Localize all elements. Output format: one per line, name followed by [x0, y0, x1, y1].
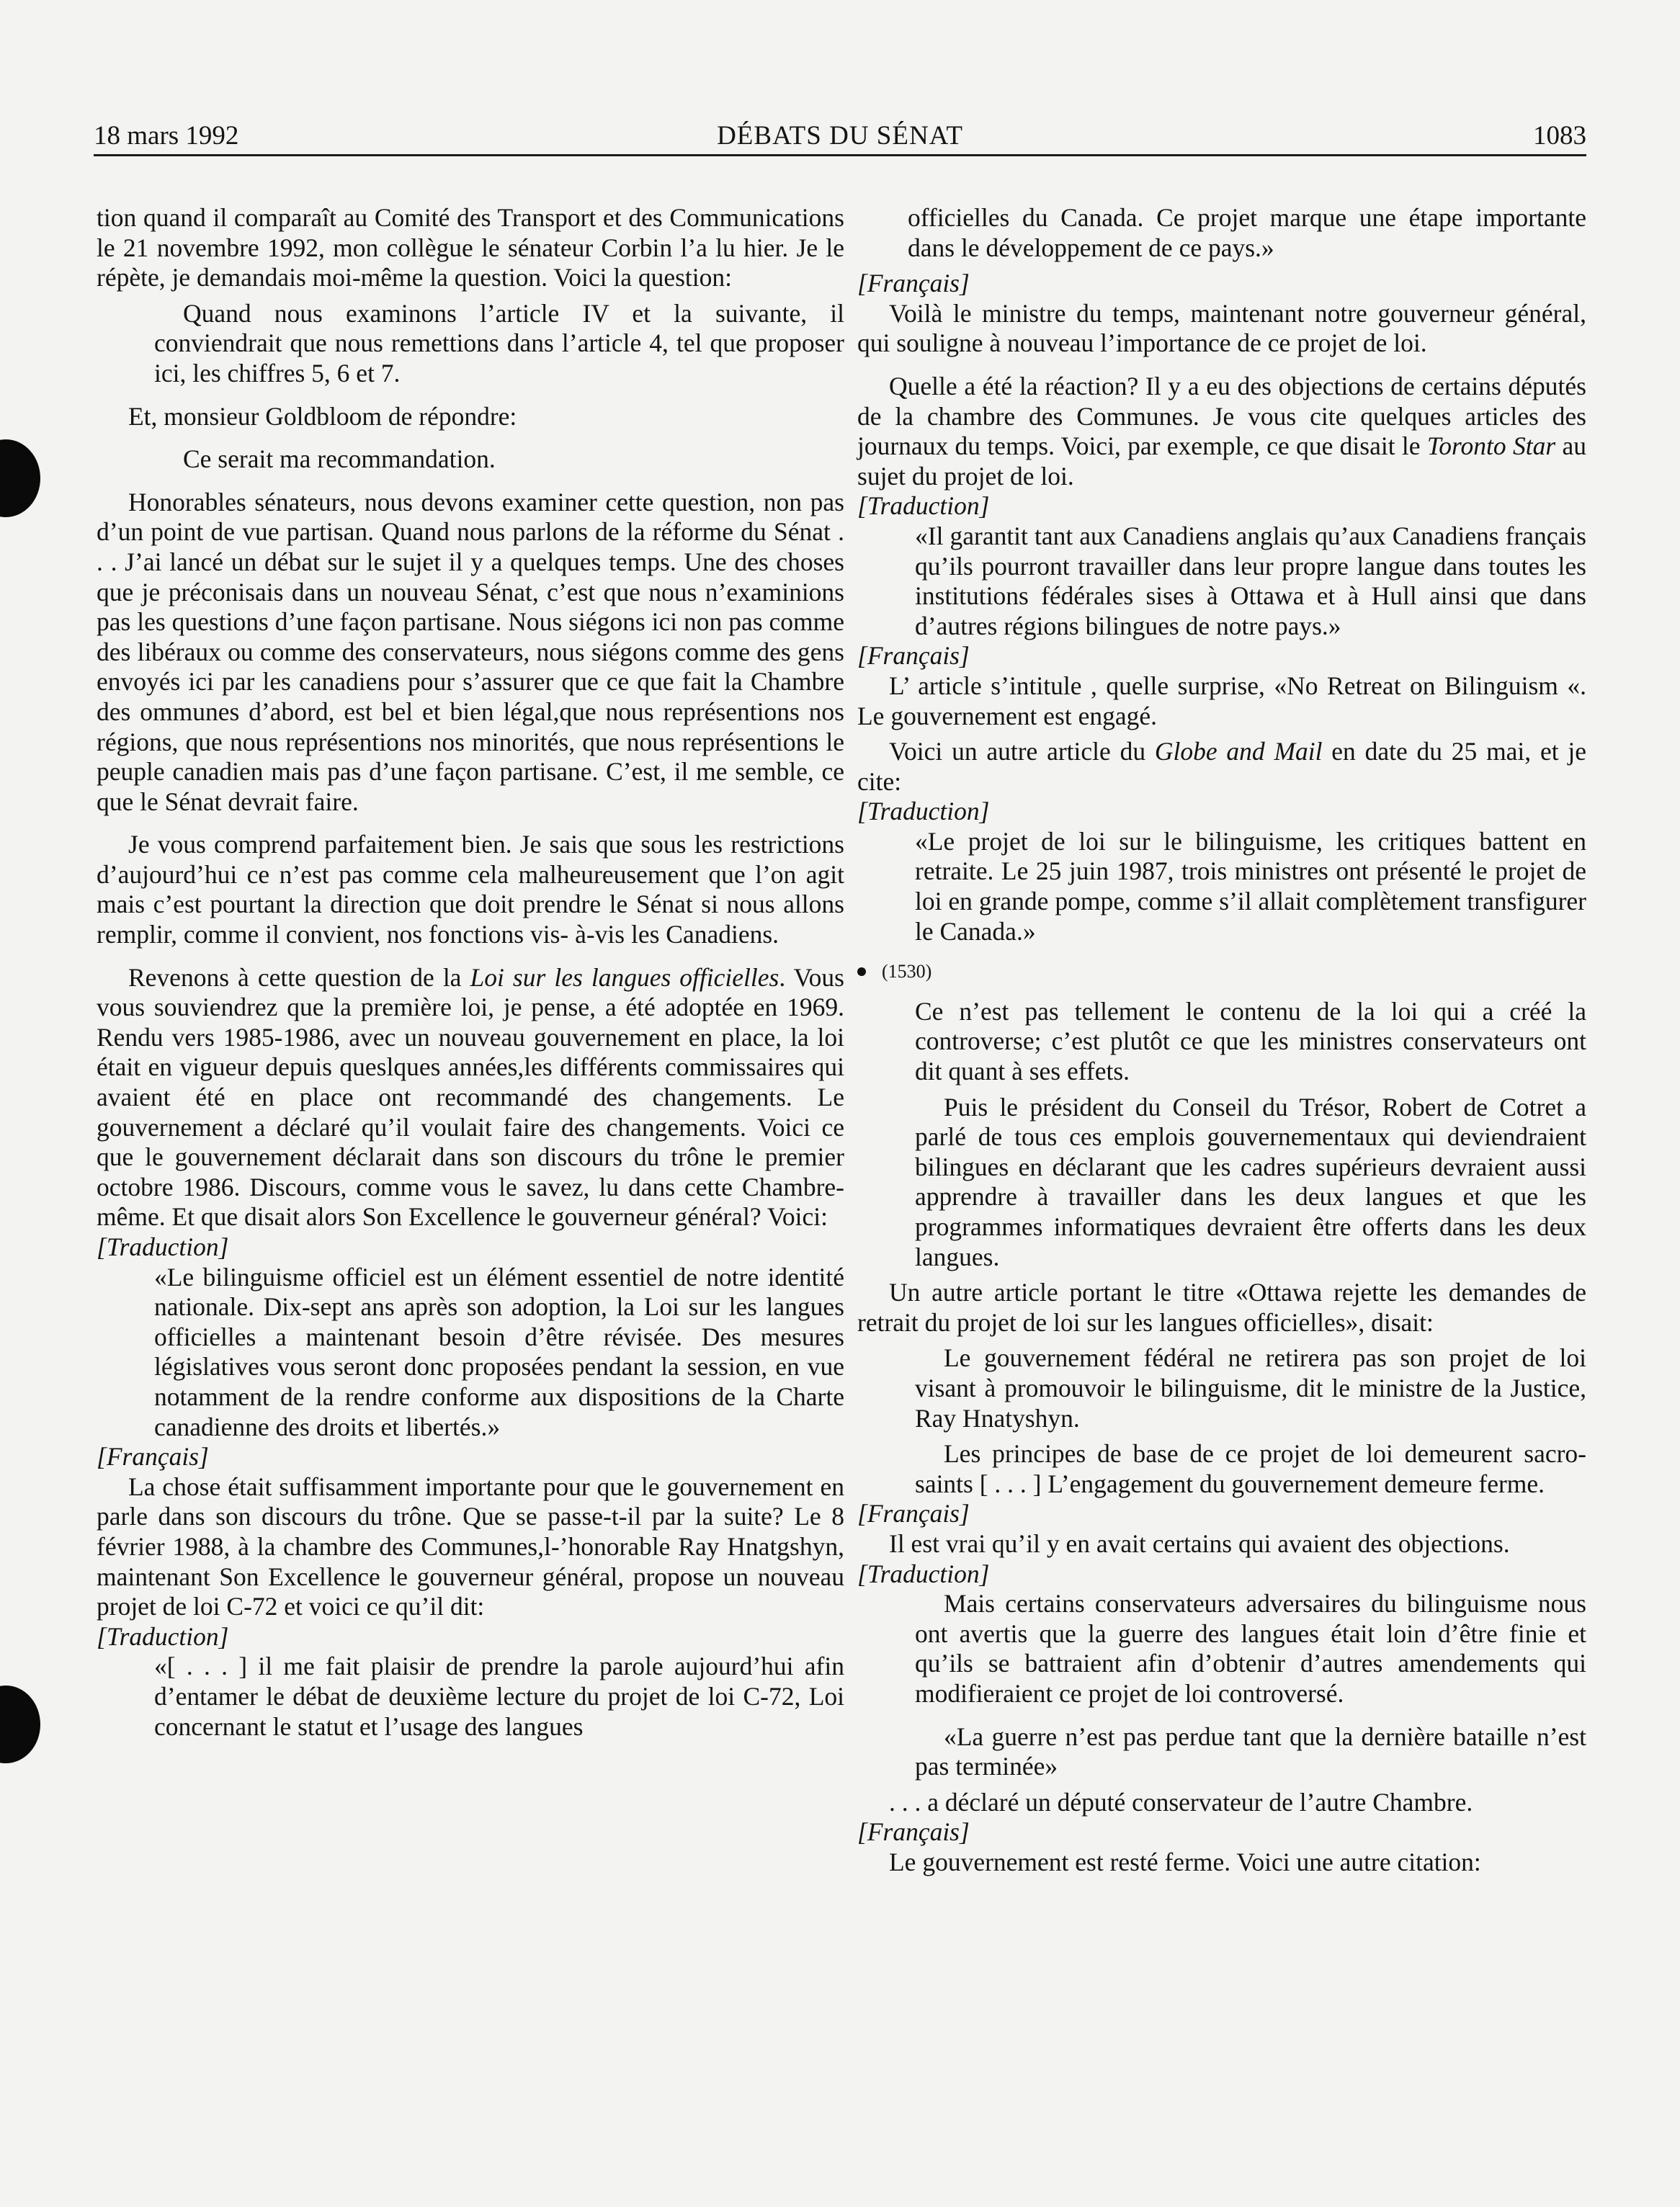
- right-column: [857, 203, 1586, 1877]
- quote: Quand nous examinons l’article IV et la suivante, il conviendrait que nous remettions dans l’article 4, tel que proposer ici, les chiffres 5, 6 et 7.: [154, 298, 844, 388]
- section-label: [Français]: [857, 641, 970, 671]
- page-header: [94, 114, 1586, 156]
- quote: officielles du Canada. Ce projet marque une étape importante dans le développement de ce pays.»: [908, 203, 1586, 262]
- paragraph: Voilà le ministre du temps, maintenant notre gouverneur général, qui souligne à nouveau l’importance de ce projet de loi.: [857, 298, 1586, 358]
- section-label: [Traduction]: [857, 797, 990, 826]
- text-run: . Vous vous souviendrez que la première loi, je pense, a été adoptée en 1969. Rendu vers 1985-1986, avec un nouveau gouvernement en place, la loi était en vigueur depuis queslques années,les différents commissaires qui avaient été en place ont recommandé des changements. Le gouvernement a déclaré qu’il voulait faire des changements. Voici ce que le gouvernement déclarait dans son discours du trône le premier octobre 1986. Discours, comme vous le savez, lu dans cette Chambre-même. Et que disait alors Son Excellence le gouverneur général? Voici:: [97, 962, 844, 1232]
- text-run: Voici un autre article du: [889, 737, 1155, 766]
- paragraph: La chose était suffisamment importante pour que le gouvernement en parle dans son discours du trône. Que se passe-t-il par la suite? Le 8 février 1988, à la chambre des Communes,l-’honorable Ray Hnatgshyn, maintenant Son Excellence le gouverneur général, propose un nouveau projet de loi C-72 et voici ce qu’il dit:: [97, 1472, 844, 1621]
- time-marker: [857, 957, 1586, 987]
- text-run: en date du 25 mai, et je cite:: [857, 737, 1586, 796]
- quote: «Il garantit tant aux Canadiens anglais qu’aux Canadiens français qu’ils pourront travailler dans leur propre langue dans toutes les institutions fédérales sises à Ottawa et à Hull ainsi que dans d’autres régions bilingues de notre pays.»: [915, 521, 1586, 640]
- quote: Ce serait ma recommandation.: [183, 444, 496, 474]
- paragraph: . . . a déclaré un député conservateur de l’autre Chambre.: [889, 1787, 1473, 1817]
- quote: «[ . . . ] il me fait plaisir de prendre la parole aujourd’hui afin d’entamer le débat de deuxième lecture du projet de loi C-72, Loi concernant le statut et l’usage des langues: [154, 1652, 844, 1741]
- newspaper-title: Toronto Star: [1426, 431, 1556, 461]
- paragraph: Le gouvernement est resté ferme. Voici une autre citation:: [889, 1847, 1481, 1876]
- paragraph: Il est vrai qu’il y en avait certains qui avaient des objections.: [889, 1528, 1510, 1558]
- section-label: [Français]: [857, 269, 970, 298]
- section-label: [Traduction]: [97, 1232, 229, 1261]
- bullet-icon: [857, 967, 866, 976]
- section-label: [Traduction]: [97, 1621, 229, 1651]
- paragraph: [857, 372, 1586, 491]
- section-label: [Français]: [97, 1442, 209, 1472]
- quote: «Le projet de loi sur le bilinguisme, les critiques battent en retraite. Le 25 juin 1987, trois ministres ont présenté le projet de loi en grande pompe, comme s’il allait complètement transfigurer le Canada.»: [915, 826, 1586, 946]
- paragraph: Je vous comprend parfaitement bien. Je sais que sous les restrictions d’aujourd’hui ce n’est pas comme cela malheureusement que l’on agit mais c’est pourtant la direction que doit prendre le Sénat si nous allons remplir, comme il convient, nos fonctions vis- à-vis les Canadiens.: [97, 830, 844, 949]
- law-title: Loi sur les langues officielles: [470, 962, 779, 992]
- paragraph: [97, 963, 844, 1232]
- quote: «Le bilinguisme officiel est un élément essentiel de notre identité nationale. Dix-sept ans après son adoption, la Loi sur les langues officielles a maintenant besoin d’être révisée. Des mesures législatives vous seront donc proposées pendant la session, en vue notamment de la rendre conforme aux dispositions de la Charte canadienne des droits et libertés.»: [154, 1262, 844, 1441]
- paragraph: Et, monsieur Goldbloom de répondre:: [128, 401, 517, 431]
- header-title: DÉBATS DU SÉNAT: [717, 121, 963, 151]
- section-label: [Traduction]: [857, 1559, 990, 1588]
- quote: Puis le président du Conseil du Trésor, Robert de Cotret a parlé de tous ces emplois gouvernementaux qui deviendraient bilingues en déclarant que les cadres supérieurs devraient aussi apprendre à travailler dans les deux langues et que les programmes informatiques devraient être offerts dans les deux langues.: [915, 1092, 1586, 1271]
- newspaper-title: Globe and Mail: [1154, 737, 1323, 766]
- header-date: 18 mars 1992: [94, 121, 239, 151]
- section-label: [Français]: [857, 1817, 970, 1847]
- quote: Les principes de base de ce projet de loi demeurent sacro-saints [ . . . ] L’engagement du gouvernement demeure ferme.: [915, 1439, 1586, 1498]
- text-run: Revenons à cette question de la: [128, 962, 470, 992]
- paragraph: [857, 737, 1586, 797]
- text-run: Quelle a été la réaction? Il y a eu des objections de certains députés de la chambre des Communes. Je vous cite quelques articles des journaux du temps. Voici, par exemple, ce que disait le: [857, 371, 1586, 461]
- quote: Ce n’est pas tellement le contenu de la loi qui a créé la controverse; c’est plutôt ce que les ministres conservateurs ont dit quant à ses effets.: [915, 996, 1586, 1086]
- quote: Mais certains conservateurs adversaires du bilinguisme nous ont avertis que la guerre des langues était loin d’être finie et qu’ils se battraient afin d’obtenir d’autres amendements qui modifieraient ce projet de loi controversé.: [915, 1589, 1586, 1708]
- header-page-number: 1083: [1533, 121, 1586, 151]
- quote: Le gouvernement fédéral ne retirera pas son projet de loi visant à promouvoir le bilinguisme, dit le ministre de la Justice, Ray Hnatyshyn.: [915, 1343, 1586, 1433]
- section-label: [Traduction]: [857, 491, 990, 521]
- paragraph: tion quand il comparaît au Comité des Transport et des Communications le 21 novembre 1992, mon collègue le sénateur Corbin l’a lu hier. Je le répète, je demandais moi-même la question. Voici la question:: [97, 203, 844, 292]
- section-label: [Français]: [857, 1499, 970, 1528]
- paragraph: Honorables sénateurs, nous devons examiner cette question, non pas d’un point de vue partisan. Quand nous parlons de la réforme du Sénat . . . J’ai lancé un débat sur le sujet il y a quelques temps. Une des choses que je préconisais dans un nouveau Sénat, c’est que nous n’examinions pas les questions d’une façon partisane. Nous siégons ici non pas comme des libéraux ou comme des conservateurs, nous siégons comme des gens envoyés ici par les canadiens pour s’assurer que ce que fait la Chambre des ommunes d’abord, est bel et bien légal,que nous représentions nos régions, que nous représentions nos minorités, que nous représentions le peuple canadien mais pas d’une façon partisane. C’est, il me semble, ce que le Sénat devrait faire.: [97, 487, 844, 816]
- paragraph: L’ article s’intitule , quelle surprise, «No Retreat on Bilinguism «. Le gouvernement est engagé.: [857, 671, 1586, 730]
- binder-hole-top: [0, 439, 40, 517]
- quote: «La guerre n’est pas perdue tant que la dernière bataille n’est pas terminée»: [915, 1722, 1586, 1781]
- text-run: au sujet du projet de loi.: [857, 431, 1586, 491]
- binder-hole-bottom: [0, 1686, 40, 1763]
- left-column: [97, 203, 844, 1742]
- time-marker-text: (1530): [882, 961, 932, 982]
- paragraph: Un autre article portant le titre «Ottawa rejette les demandes de retrait du projet de loi sur les langues officielles», disait:: [857, 1278, 1586, 1337]
